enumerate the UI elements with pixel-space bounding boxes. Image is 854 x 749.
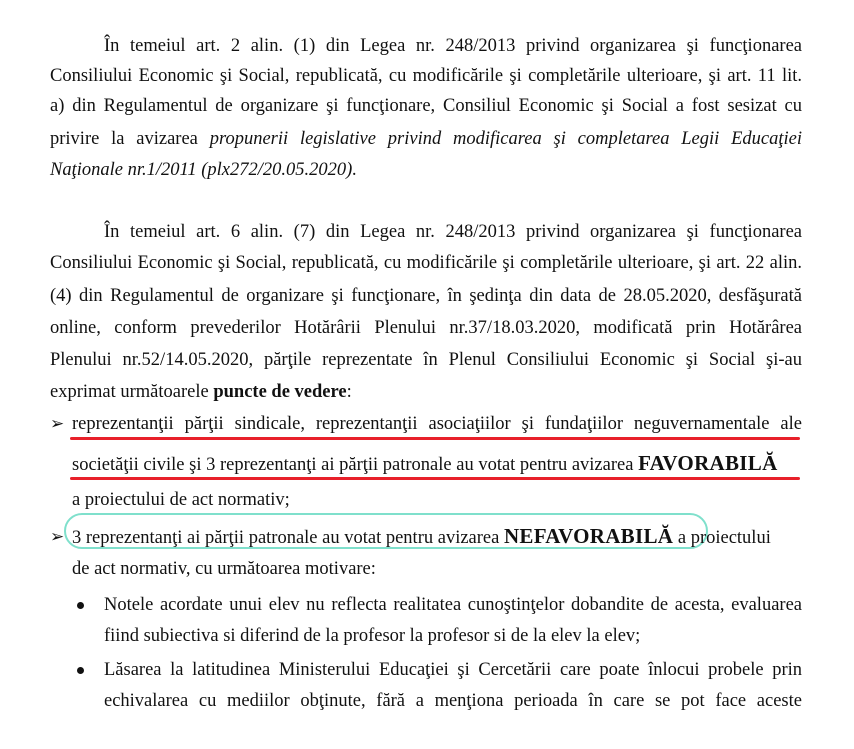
bullet2-line-1: Lăsarea la latitudinea Ministerului Educaţiei şi Cercetării care poate înlocui probele prin	[104, 660, 802, 680]
p2-line-5: Plenului nr.52/14.05.2020, părţile reprezentate în Plenul Consiliului Economic şi Social şi-au	[50, 350, 802, 370]
p2-line-6	[50, 380, 352, 404]
p1-line-4-italic: propunerii legislative privind modificarea şi completarea Legii Educaţiei	[209, 129, 802, 149]
unfavorable-bold: NEFAVORABILĂ	[503, 524, 674, 548]
item2-line-1-suffix: a proiectului	[673, 528, 771, 548]
item2-line-1	[72, 524, 771, 550]
p2-line-1: În temeiul art. 6 alin. (7) din Legea nr. 248/2013 privind organizarea şi funcţionarea	[104, 222, 802, 242]
p2-line-4: online, conform prevederilor Hotărârii Plenului nr.37/18.03.2020, modificată prin Hotărârea	[50, 318, 802, 338]
red-underline-1	[70, 437, 800, 440]
bullet-dot-2-icon	[77, 667, 84, 674]
bullet2-line-2: echivalarea cu mediilor obţinute, fără a menţiona perioada în care se pot face aceste	[104, 691, 802, 711]
bullet1-line-1: Notele acordate unui elev nu reflecta realitatea cunoştinţelor dobandite de acesta, evaluarea	[104, 595, 802, 615]
arrow-bullet-2-icon: ➢	[50, 527, 65, 546]
p1-line-5	[50, 158, 357, 182]
arrow-bullet-1-icon: ➢	[50, 414, 65, 433]
points-of-view-bold: puncte de vedere	[213, 382, 347, 402]
p2-line-3: (4) din Regulamentul de organizare şi funcţionare, în şedinţa din data de 28.05.2020, desfăşurată	[50, 286, 802, 306]
item1-line-2	[72, 451, 778, 477]
p2-line-6-suffix: :	[346, 382, 352, 402]
red-underline-2	[70, 477, 800, 480]
p2-line-6-prefix: exprimat următoarele	[50, 382, 214, 402]
p1-line-4-prefix: privire la avizarea	[50, 129, 210, 149]
p1-line-5-italic: Naţionale nr.1/2011 (plx272/20.05.2020).	[50, 160, 357, 180]
p1-line-2: Consiliului Economic şi Social, republicată, cu modificările şi completările ulterioare, şi art. 11 lit.	[50, 66, 802, 86]
item1-line-2-prefix: societăţii civile şi 3 reprezentanţi ai părţii patronale au votat pentru avizarea	[72, 455, 639, 475]
p1-line-1: În temeiul art. 2 alin. (1) din Legea nr. 248/2013 privind organizarea şi funcţionarea	[104, 36, 802, 56]
p1-line-4	[50, 127, 802, 151]
p1-line-3: a) din Regulamentul de organizare şi funcţionare, Consiliul Economic şi Social a fost sesizat cu	[50, 96, 802, 116]
item2-line-2: de act normativ, cu următoarea motivare:	[72, 559, 376, 579]
item1-line-1: reprezentanţii părţii sindicale, reprezentanţii asociaţiilor şi fundaţiilor neguvernamentale ale	[72, 414, 802, 434]
bullet-dot-1-icon	[77, 602, 84, 609]
favorable-bold: FAVORABILĂ	[638, 451, 778, 475]
bullet1-line-2: fiind subiectiva si diferind de la profesor la profesor si de la elev la elev;	[104, 626, 641, 646]
item1-line-3: a proiectului de act normativ;	[72, 490, 290, 510]
item2-line-1-prefix: 3 reprezentanţi ai părţii patronale au votat pentru avizarea	[72, 528, 504, 548]
p2-line-2: Consiliului Economic şi Social, republicată, cu modificările şi completările ulterioare, şi art. 22 alin.	[50, 253, 802, 273]
